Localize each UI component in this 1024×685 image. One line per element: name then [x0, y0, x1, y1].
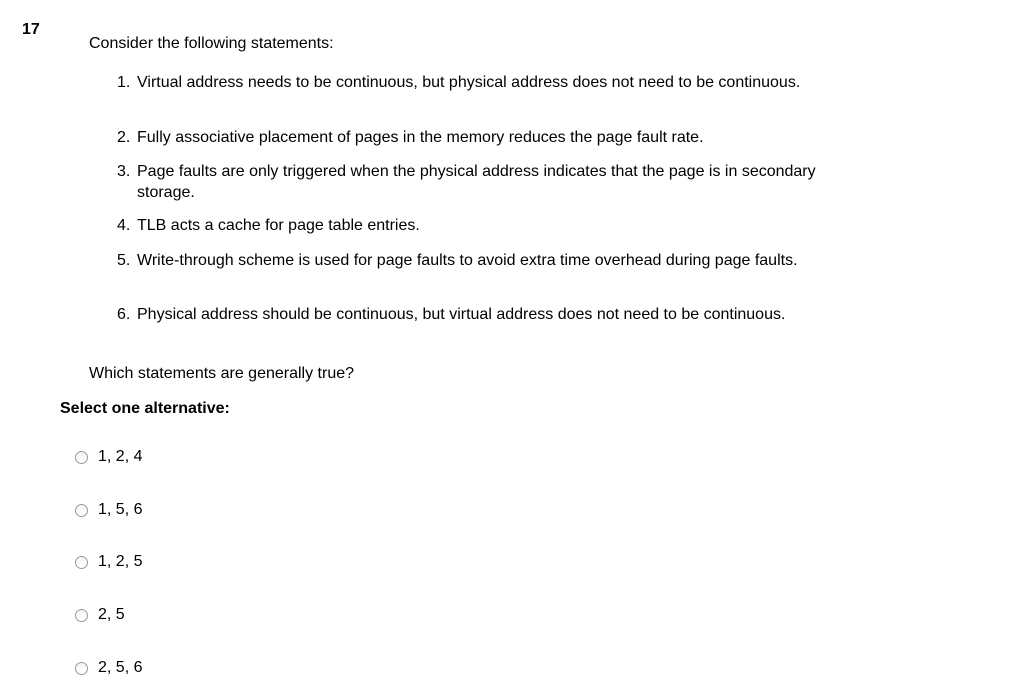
answer-option-label[interactable]: 1, 2, 5	[98, 553, 143, 570]
statement-item	[117, 305, 837, 326]
statement-item	[117, 73, 837, 94]
statement-text: Physical address should be continuous, but virtual address does not need to be continuous.	[137, 306, 786, 323]
statement-text: Fully associative placement of pages in the memory reduces the page fault rate.	[137, 129, 704, 146]
radio-button[interactable]	[75, 556, 88, 569]
statement-number: 4.	[117, 217, 131, 234]
statement-number: 1.	[117, 74, 131, 91]
statement-text: TLB acts a cache for page table entries.	[137, 217, 420, 234]
statement-item	[117, 216, 837, 237]
statement-number: 6.	[117, 306, 131, 323]
statement-text: Virtual address needs to be continuous, but physical address does not need to be continuous.	[137, 74, 801, 91]
radio-button[interactable]	[75, 662, 88, 675]
answer-option-label[interactable]: 2, 5	[98, 606, 125, 623]
statement-text: Page faults are only triggered when the physical address indicates that the page is in secondary storage.	[137, 163, 816, 201]
question-prompt: Which statements are generally true?	[89, 365, 355, 382]
statement-item	[117, 251, 837, 272]
statement-item	[117, 162, 837, 203]
answer-option[interactable]	[75, 446, 142, 468]
answer-option[interactable]	[75, 551, 142, 573]
answer-option[interactable]	[75, 499, 142, 521]
question-number: 17	[22, 21, 40, 38]
question-intro: Consider the following statements:	[89, 35, 334, 52]
answer-option-label[interactable]: 1, 5, 6	[98, 501, 143, 518]
radio-button[interactable]	[75, 504, 88, 517]
statement-number: 5.	[117, 252, 131, 269]
statement-number: 3.	[117, 163, 131, 180]
select-instruction: Select one alternative:	[60, 400, 230, 417]
answer-option-label[interactable]: 1, 2, 4	[98, 448, 143, 465]
statement-text: Write-through scheme is used for page faults to avoid extra time overhead during page faults.	[137, 252, 798, 269]
radio-button[interactable]	[75, 609, 88, 622]
radio-button[interactable]	[75, 451, 88, 464]
answer-option[interactable]	[75, 604, 125, 626]
answer-option[interactable]	[75, 657, 142, 679]
statement-number: 2.	[117, 129, 131, 146]
statement-item	[117, 128, 837, 149]
answer-option-label[interactable]: 2, 5, 6	[98, 659, 143, 676]
